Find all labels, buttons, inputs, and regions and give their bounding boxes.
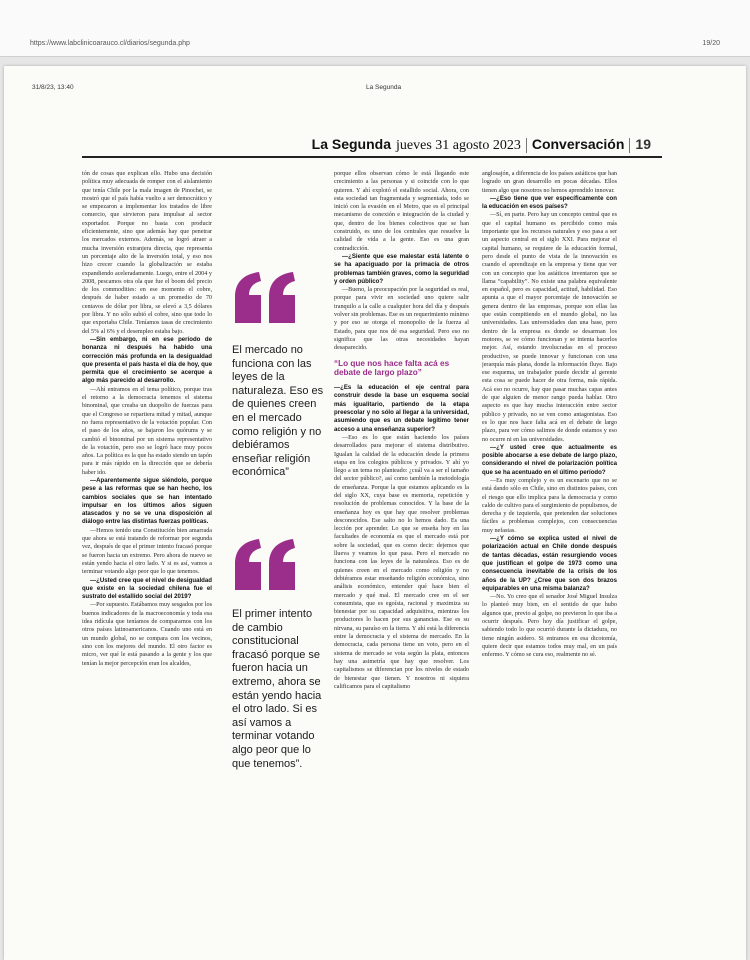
article-paragraph: —No. Yo creo que el senador José Miguel Insulza lo planteó muy bien, en el sentido de que hubo algunos que, previo al golpe, no previeron lo que iba a ocurrir después. Pero hoy día justificar el golpe, sabiendo todo lo que ocurrió durante la dictadura, no tiene ningún asidero. Si entramos en esa dicotomía, quiere decir que estamos todos muy mal, en un país enfermo. Y cómo se cura eso, realmente no sé. [482,594,617,659]
masthead-date: jueves 31 agosto 2023 [396,138,521,153]
print-datetime: 31/8/23, 13:40 [32,84,74,91]
interview-question: —Aparentemente sigue siéndolo, porque pese a las reformas que se han hecho, los cambios sociales que se han intentado impulsar en los últimos años siguen atascados y no se ve una disposición al diálogo entre las distintas fuerzas políticas. [82,476,212,526]
pull-quote-2: El primer intento de cambio constitucional fracasó porque se fueron hacia un extremo, ahora se están yendo hacia el otro lado. Si es así vamos a terminar votando algo peor que lo que tenemos”. [232,608,322,770]
article-paragraph: porque ellos observan cómo le está llegando este crecimiento a las personas y si coincide con lo que quieren. Y ahí explotó el estallido social. Ahora, con esta sociedad tan fragmentada y segmentada, todo se inició con la evasión en el Metro, que es el principal mecanismo de conexión e integración de la ciudad y que, dentro de los bienes colectivos que se han construido, es uno de los centrales que resuelve la calidad de vida a la gente. Eso es una gran contradicción. [334,171,469,252]
section-highlight-heading: “Lo que nos hace falta acá es debate de largo plazo” [334,358,450,378]
article-column-1 [82,170,212,960]
article-paragraph: —Es muy complejo y es un escenario que no se está dando sólo en Chile, sino en distintos países, con el riesgo que ello implica para la democracia y como caldo de cultivo para el surgimiento de populismos, de derecha y de izquierda, que pretenden dar soluciones fáciles a problemas complejos, con consecuencias muy nefastas. [482,477,617,534]
header-rule [82,156,662,158]
pull-quote-1: El mercado no funciona con las leyes de la naturaleza. Eso es de quienes creen en el mercado como religión y no debiéramos enseñar religión económica” [232,344,324,479]
article-paragraph: —Por supuesto. Estábamos muy sesgados por los buenos indicadores de la macroeconomía y toda esa idea ridícula que teníamos de compararnos con los otros países latinoamericanos. Cuando uno está en un mundo global, no se compara con los vecinos, sino con los mejores del mundo. El otro factor es micro, ver qué le está pasando a la gente y los que tenían la mejor percepción eran los alcaldes, [82,602,212,667]
interview-question: —¿Y cómo se explica usted el nivel de polarización actual en Chile donde después de tantas décadas, están resurgiendo voces que justifican el golpe de 1973 como una consecuencia inevitable de la crisis de los años de la UP? ¿Cree que son dos brazos equiparables en una misma balanza? [482,535,617,592]
masthead-divider [526,138,527,153]
masthead [312,136,651,154]
interview-question: —¿Es la educación el eje central para construir desde la base un esquema social más igualitario, partiendo de la etapa preescolar y no sólo al llegar a la universidad, asumiendo que es un debate legítimo tener acceso a una enseñanza superior? [334,384,469,433]
masthead-divider-2 [629,138,630,153]
quote-mark-icon [231,538,301,594]
page-number: 19 [635,136,651,152]
article-paragraph: —Sí, en parte. Pero hay un concepto central que es que el capital humano es percibido como más importante que los recursos naturales y eso pasa a ser un aspecto central en el siglo XXI. Para mejorar el capital humano, se requiere de la educación formal, pero desde el punto de vista de la innovación es cuando el aprendizaje en la empresa y tiene que ver con un concepto que los asiáticos inventaron que se llama “capability”. No existe una palabra equivalente en español, pero es capacidad, actitud, habilidad. Eso apunta a que el mayor porcentaje de innovación se genera dentro de las empresas, porque son ellas las que están compitiendo en el mundo global, no las universidades. Las universidades dan una base, pero dentro de la empresa es donde se desarman los motores, se ve cómo funcionan y se intenta hacerlos mejor. Así, estando involucradas en el proceso productivo, se puede innovar y funcionan con una jerarquía más plana, donde la información fluye. Bajo ese esquema, un trabajador puede decidir al gerente esta cosa se puede hacer de otra forma, más rápida. Acá eso no ocurre, hay que pasar muchas capas antes de que alguien de menor rango pueda hablar. Otro aspecto es que hay mucha interacción entre sector público y privado, no se ven como antagonistas. Eso es lo que nos hace falta acá en el debate de largo plazo, para ver cómo salimos de donde estamos y eso no ocurre ni en las universidades. [482,212,617,443]
article-paragraph: anglosajón, a diferencia de los países asiáticos que han logrado un gran desarrollo en pocas décadas. Ellos tienen algo que nosotros no hemos aprendido innovar. [482,171,617,194]
article-paragraph: tón de cosas que explican ello. Hubo una decisión política muy adecuada de romper con el aislamiento que tenía Chile por la mala imagen de Pinochet, se mostró que el país había vuelto a ser democrático y se empezaron a implementar los tratados de libre comercio, que sirvieron para impulsar al sector exportador. Porque no basta con producir eficientemente, sino que además hay que penetrar los mercados externos. Además, se logró atraer a mucha inversión extranjera directa, que representa un porcentaje alto de la inversión total, y eso nos hizo crecer cuando la globalización se estaba expandiendo aceleradamente. Luego, entre el 2004 y 2008, pescamos otra ola que fue el boom del precio de los commodities: en ese momento el cobre, después de haber estado a un promedio de 70 centavos de dólar por libra, se elevó a 3,5 dólares por libra. Y no sólo subió el cobre, sino que todo lo que exportaba Chile. Teníamos tasas de crecimiento del 5% al 6% y el desempleo estaba bajo. [82,171,212,335]
interview-question: —¿Usted cree que el nivel de desigualdad que existe en la sociedad chilena fue el sustrato del estallido social del 2019? [82,576,212,601]
interview-question: —Sin embargo, ni en ese período de bonanza ni después ha habido una corrección más profunda en la desigualdad que presenta el país hasta el día de hoy, que permita que el crecimiento se acerque a algo más parecido al desarrollo. [82,335,212,385]
print-publication: La Segunda [366,84,402,91]
article-paragraph: —Eso es lo que están haciendo los países desarrollados para mejorar el sistema distributivo. Igualan la calidad de la educación desde la primera etapa en los colegios públicos y privados. Y ahí yo llego a un tema no planteado: ¿cuál va a ser el tamaño del sector público?, así como también la metodología de enseñanza. Porque la que estamos aplicando es la del siglo XX, cuya base es memoria, repetición y resolución de problemas conocidos. Y la base de la enseñanza hoy es que hay que resolver problemas desconocidos. Ese salto no lo hemos dado. Es una lección por aprender. Lo que se enseña hoy en las facultades de economía es que el mercado está por sobre la sociedad, que es como decir: dejemos que llueva y veamos lo que pasa. Pero el mercado no funciona con las leyes de la naturaleza. Eso es de quienes creen en el mercado como religión y no debiéramos estar enseñando religión económica, sino análisis económico, entender qué hace bien el mercado y qué mal. El mercado cree en el ser consumista, que es egoísta, racional y maximiza su bienestar por su capacidad adquisitiva, mientras los productores lo hacen por sus ganancias. Ese es su nirvana, su paraíso en la tierra. Y ahí está la diferencia entre la democracia y el sistema de mercado. En la democracia, cada persona tiene un voto, pero en el sistema de mercado se vota según la plata, entonces hay una asimetría que hay que resolver. Los capitalismos se diferencian por los niveles de estado de bienestar que tienen. Y nosotros ni siquiera calificamos para el capitalismo [334,434,469,690]
article-paragraph: —Ahí entramos en el tema político, porque tras el retorno a la democracia tenemos el sistema binominal, que creaba un duopolio de fuerzas para que el Congreso se repartiera mitad y mitad, aunque no fuera representativo de la votación popular. Con el paso de los años, se bajaron los quórums y se cambió el binominal por un sistema representativo de la votación, pero eso se logró hace muy pocos años. La política es la que ha estado siendo un tapón para ir más rápido en la dirección que se debería haber ido. [82,386,212,476]
article-column-4 [482,170,617,960]
page-url[interactable]: https://www.labclinicoarauco.cl/diarios/segunda.php [30,40,190,47]
interview-question: —¿Y usted cree que actualmente es posible abocarse a ese debate de largo plazo, considerando el nivel de polarización política que se ha acentuado en el último período? [482,443,617,476]
newspaper-page [4,66,746,960]
article-paragraph: —Bueno, la preocupación por la seguridad es real, porque para vivir en sociedad uno quiere salir tranquilo a la calle a cualquier hora del día y después volver sin problemas. Ese es un requerimiento mínimo y por eso se otorga el monopolio de la fuerza al Estado, para que nos dé esa seguridad. Pero eso no significa que las otras necesidades hayan desaparecido. [334,287,469,352]
browser-print-header [0,0,750,57]
article-column-3 [334,170,469,960]
interview-question: —¿Eso tiene que ver específicamente con la educación en esos países? [482,194,617,211]
masthead-publication: La Segunda [311,136,391,152]
quote-mark-icon [231,271,301,327]
article-paragraph: —Hemos tenido una Constitución bien amarrada que ahora se está tratando de reformar por segunda vez, después de que el primer intento fracasó porque se fueron hacia un extremo. Pero ahora de nuevo se están yendo hacia el otro lado. Y si es así, vamos a terminar votando algo peor que lo que tenemos. [82,527,212,576]
interview-question: —¿Siente que ese malestar está latente o se ha apaciguado por la primacía de otros problemas también graves, como la seguridad y orden público? [334,252,469,285]
page-counter: 19/20 [702,40,720,47]
section-name: Conversación [531,136,625,152]
